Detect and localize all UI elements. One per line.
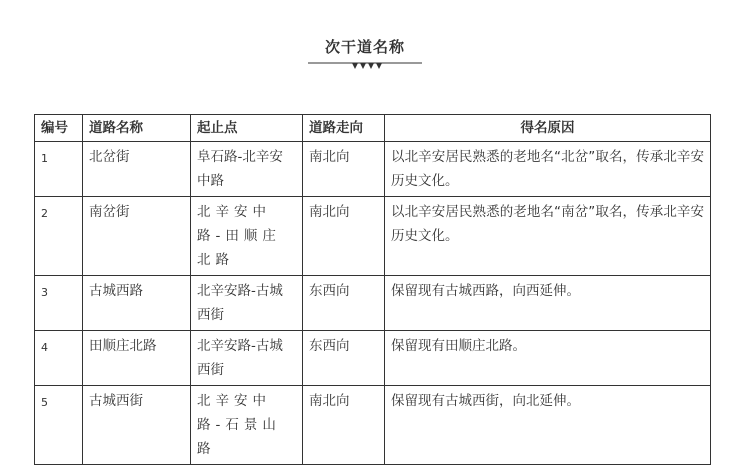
header-number: 编号 xyxy=(35,115,83,142)
start-end-points: 阜石路-北辛安中路 xyxy=(191,142,303,197)
road-direction: 南北向 xyxy=(303,142,385,197)
road-direction: 东西向 xyxy=(303,331,385,386)
row-number: 2 xyxy=(35,197,83,276)
road-name: 北岔街 xyxy=(83,142,191,197)
table-row xyxy=(35,197,711,276)
naming-reason: 以北辛安居民熟悉的老地名“北岔”取名，传承北辛安历史文化。 xyxy=(385,142,711,197)
row-number: 1 xyxy=(35,142,83,197)
road-direction: 南北向 xyxy=(303,386,385,465)
road-direction: 南北向 xyxy=(303,197,385,276)
start-end-points: 北辛安路-古城西街 xyxy=(191,276,303,331)
start-end-points: 北辛安路-古城西街 xyxy=(191,331,303,386)
table-row xyxy=(35,331,711,386)
start-end-points: 北辛安中路-石景山路 xyxy=(191,386,303,465)
table-row xyxy=(35,276,711,331)
road-name-table xyxy=(34,114,711,465)
header-direction: 道路走向 xyxy=(303,115,385,142)
header-road-name: 道路名称 xyxy=(83,115,191,142)
table-header-row xyxy=(35,115,711,142)
section-title: 次干道名称 xyxy=(324,38,405,56)
row-number: 5 xyxy=(35,386,83,465)
table-row xyxy=(35,386,711,465)
naming-reason: 以北辛安居民熟悉的老地名“南岔”取名，传承北辛安历史文化。 xyxy=(385,197,711,276)
title-divider-ornament xyxy=(308,60,422,72)
header-naming-reason: 得名原因 xyxy=(385,115,711,142)
header-start-end: 起止点 xyxy=(191,115,303,142)
road-direction: 东西向 xyxy=(303,276,385,331)
naming-reason: 保留现有田顺庄北路。 xyxy=(385,331,711,386)
start-end-points: 北辛安中路-田顺庄北路 xyxy=(191,197,303,276)
road-name: 南岔街 xyxy=(83,197,191,276)
row-number: 3 xyxy=(35,276,83,331)
table-row xyxy=(35,142,711,197)
road-name: 田顺庄北路 xyxy=(83,331,191,386)
row-number: 4 xyxy=(35,331,83,386)
naming-reason: 保留现有古城西街，向北延伸。 xyxy=(385,386,711,465)
road-name: 古城西街 xyxy=(83,386,191,465)
naming-reason: 保留现有古城西路，向西延伸。 xyxy=(385,276,711,331)
road-name: 古城西路 xyxy=(83,276,191,331)
